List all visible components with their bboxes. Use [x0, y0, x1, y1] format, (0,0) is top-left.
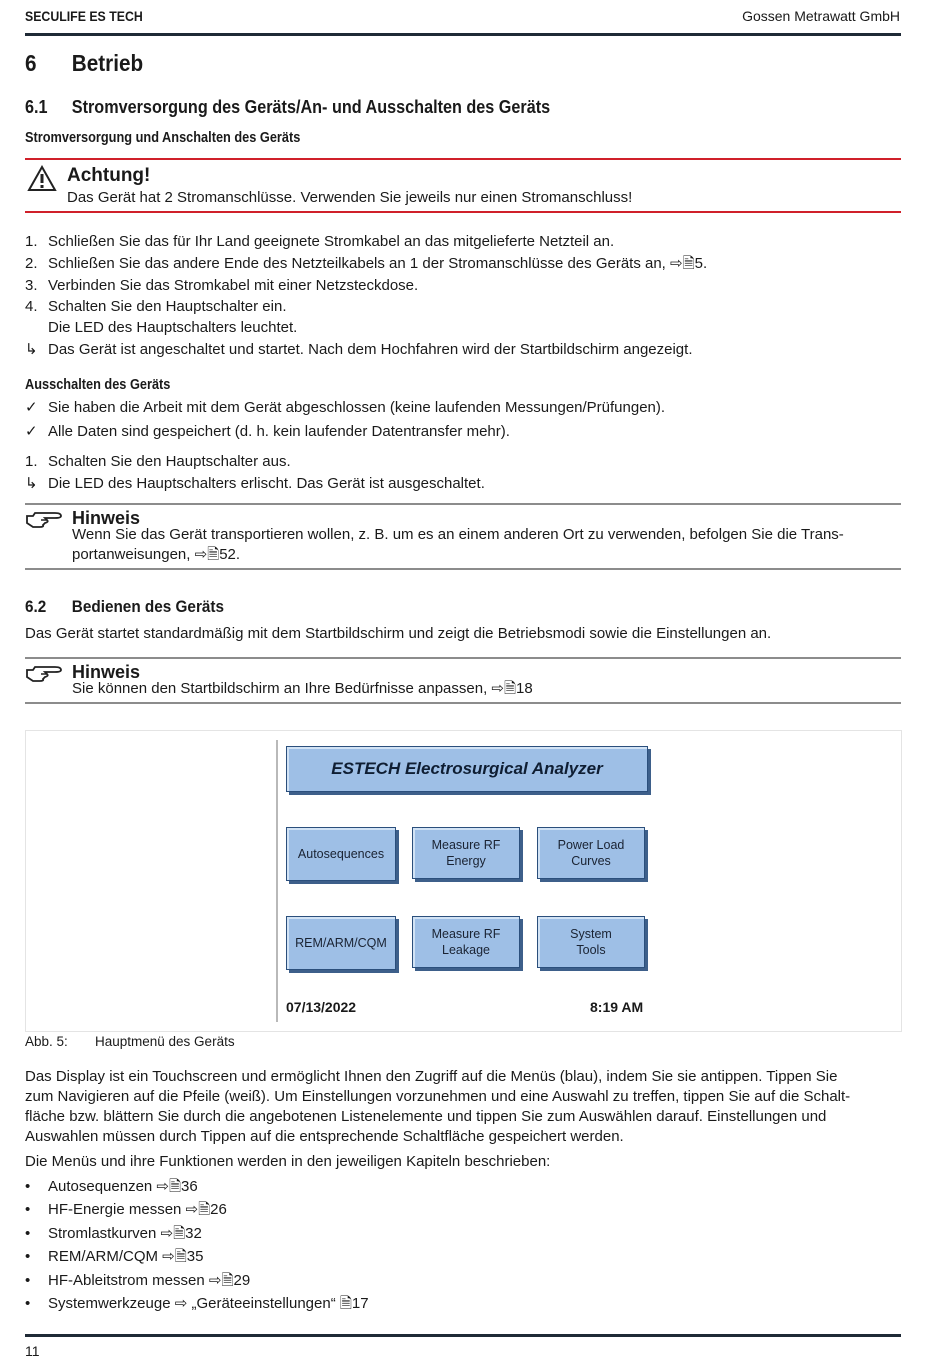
header-company: Gossen Metrawatt GmbH — [742, 8, 900, 24]
footer-rule — [25, 1334, 901, 1337]
page-number: 11 — [25, 1343, 40, 1359]
list-item: 3. Verbinden Sie das Stromkabel mit einer Netzsteckdose. — [25, 277, 419, 294]
note-bottom-rule — [25, 568, 901, 570]
section-title: Bedienen des Geräts — [71, 597, 225, 616]
list-item: • HF-Energie messen ⇨🗎26 — [25, 1201, 227, 1218]
list-item: • Stromlastkurven ⇨🗎32 — [25, 1225, 202, 1242]
pointing-hand-icon — [25, 663, 65, 683]
warning-bottom-rule — [25, 211, 901, 213]
device-screen — [276, 740, 658, 1022]
screen-date: 07/13/2022 — [286, 999, 357, 1015]
list-item: 1. Schalten Sie den Hauptschalter aus. — [25, 453, 291, 470]
list-item: Die LED des Hauptschalters leuchtet. — [48, 319, 298, 336]
list-item: ↳ Die LED des Hauptschalters erlischt. Das Gerät ist ausgeschaltet. — [25, 475, 485, 492]
section-number: 6.2 — [25, 597, 47, 616]
subsection-power-on: Stromversorgung und Anschalten des Geräts — [25, 130, 301, 146]
warning-text: Das Gerät hat 2 Stromanschlüsse. Verwenden Sie jeweils nur einen Stromanschluss! — [67, 189, 633, 206]
section-title: Stromversorgung des Geräts/An- und Ausschalten des Geräts — [71, 97, 551, 117]
autosequences-button[interactable]: Autosequences — [286, 827, 396, 881]
note-bottom-rule — [25, 702, 901, 704]
list-item: • Autosequenzen ⇨🗎36 — [25, 1178, 198, 1195]
chapter-title: Betrieb — [71, 50, 144, 76]
figure-caption: Hauptmenü des Geräts — [95, 1034, 235, 1049]
power-load-curves-button[interactable]: Power Load Curves — [537, 827, 645, 879]
list-item: 1. Schließen Sie das für Ihr Land geeignete Stromkabel an das mitgelieferte Netzteil an. — [25, 233, 615, 250]
figure-number: Abb. 5: — [25, 1034, 68, 1049]
header-product: SECULIFE ES TECH — [25, 8, 143, 24]
note-title: Hinweis — [72, 662, 141, 682]
paragraph-line: fläche bzw. blättern Sie durch die angebotenen Listenelemente und tippen Sie zum Auswählen darauf. Einstellungen und — [25, 1108, 827, 1125]
section-6-1-heading — [25, 97, 550, 118]
list-item: ✓ Alle Daten sind gespeichert (d. h. kein laufender Datentransfer mehr). — [25, 423, 510, 440]
note-text-line: Wenn Sie das Gerät transportieren wollen, z. B. um es an einem anderen Ort zu verwenden, befolgen Sie die Trans- — [72, 526, 844, 543]
warning-title: Achtung! — [67, 165, 151, 186]
list-item: • HF-Ableitstrom messen ⇨🗎29 — [25, 1272, 251, 1289]
note-text-line: Sie können den Startbildschirm an Ihre Bedürfnisse anpassen, ⇨🗎18 — [72, 680, 533, 697]
system-tools-button[interactable]: System Tools — [537, 916, 645, 968]
section-number: 6.1 — [25, 97, 48, 117]
rem-arm-cqm-button[interactable]: REM/ARM/CQM — [286, 916, 396, 970]
menus-intro: Die Menüs und ihre Funktionen werden in den jeweiligen Kapiteln beschrieben: — [25, 1153, 551, 1170]
note-top-rule — [25, 657, 901, 659]
list-item: • Systemwerkzeuge ⇨ „Geräteeinstellungen“ 🗎17 — [25, 1295, 369, 1312]
pointing-hand-icon — [25, 509, 65, 529]
note-text-line: portanweisungen, ⇨🗎52. — [72, 546, 241, 563]
paragraph-line: zum Navigieren auf die Pfeile (weiß). Um Einstellungen vorzunehmen und eine Auswahl zu treffen, tippen Sie auf die Schalt- — [25, 1088, 851, 1105]
paragraph-line: Das Display ist ein Touchscreen und ermöglicht Ihnen den Zugriff auf die Menüs (blau), indem Sie sie antippen. Tippen Sie — [25, 1068, 838, 1085]
note-title: Hinweis — [72, 508, 141, 528]
analyzer-title-banner: ESTECH Electrosurgical Analyzer — [286, 746, 648, 792]
paragraph-line: Auswahlen müssen durch Tippen auf die entsprechende Schaltfläche gespeichert werden. — [25, 1128, 624, 1145]
subsection-power-off: Ausschalten des Geräts — [25, 377, 171, 393]
list-item: ✓ Sie haben die Arbeit mit dem Gerät abgeschlossen (keine laufenden Messungen/Prüfungen). — [25, 399, 666, 416]
list-item: ↳ Das Gerät ist angeschaltet und startet. Nach dem Hochfahren wird der Startbildschirm angezeigt. — [25, 341, 693, 358]
chapter-number: 6 — [25, 50, 37, 76]
chapter-heading — [25, 50, 143, 77]
list-item: • REM/ARM/CQM ⇨🗎35 — [25, 1248, 204, 1265]
section-text: Das Gerät startet standardmäßig mit dem Startbildschirm und zeigt die Betriebsmodi sowie die Einstellungen an. — [25, 625, 772, 642]
section-6-2-heading — [25, 597, 224, 617]
screen-time: 8:19 AM — [590, 999, 644, 1015]
note-top-rule — [25, 503, 901, 505]
warning-icon — [27, 165, 57, 192]
measure-rf-energy-button[interactable]: Measure RF Energy — [412, 827, 520, 879]
list-item: 2. Schließen Sie das andere Ende des Netzteilkabels an 1 der Stromanschlüsse des Geräts an, ⇨🗎5. — [25, 255, 708, 272]
header-rule — [25, 33, 901, 36]
measure-rf-leakage-button[interactable]: Measure RF Leakage — [412, 916, 520, 968]
warning-top-rule — [25, 158, 901, 160]
list-item: 4. Schalten Sie den Hauptschalter ein. — [25, 298, 287, 315]
